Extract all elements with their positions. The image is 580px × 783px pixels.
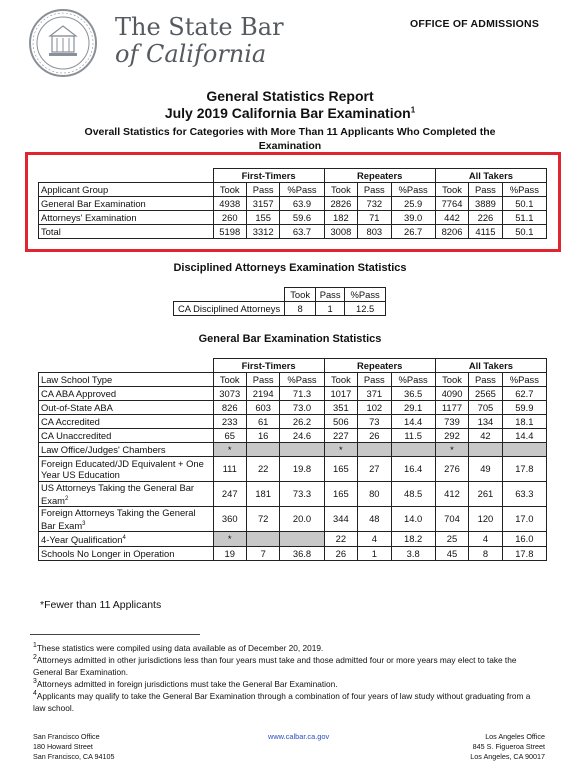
table-cell: 7 [246, 547, 279, 561]
table-cell: 18.1 [502, 415, 546, 429]
group-header: All Takers [435, 359, 546, 373]
table-cell: 1177 [435, 401, 468, 415]
table-cell: 19.8 [280, 457, 324, 482]
row-label: CA Disciplined Attorneys [174, 302, 285, 316]
column-header: Applicant Group [39, 183, 214, 197]
report-subtitle: July 2019 California Bar Examination$^1$ [164, 105, 416, 121]
column-header: %Pass [391, 373, 435, 387]
table-cell: 165 [324, 457, 357, 482]
table-cell: 412 [435, 482, 468, 507]
table-cell: 16.4 [391, 457, 435, 482]
table-cell: 62.7 [502, 387, 546, 401]
table-cell: 4115 [469, 225, 502, 239]
table-row [39, 443, 547, 457]
column-header: %Pass [502, 183, 546, 197]
row-label: Foreign Educated/JD Equivalent + One Year US Education [39, 457, 214, 482]
table-cell: 39.0 [391, 211, 435, 225]
table-cell: 73 [358, 415, 391, 429]
table-cell: 12.5 [345, 302, 386, 316]
table-cell: 3889 [469, 197, 502, 211]
table-cell: 27 [358, 457, 391, 482]
table-cell: 1 [316, 302, 345, 316]
table-cell: 102 [358, 401, 391, 415]
table-cell: 71 [358, 211, 391, 225]
group-header: First-Timers [213, 359, 324, 373]
table-cell [358, 443, 391, 457]
column-header: Pass [358, 373, 391, 387]
table-cell: 4090 [435, 387, 468, 401]
table-cell: 63.3 [502, 482, 546, 507]
table-cell: 50.1 [502, 197, 546, 211]
row-label: CA Accredited [39, 415, 214, 429]
column-header: %Pass [280, 373, 324, 387]
general-heading: General Bar Examination Statistics [198, 333, 382, 345]
table-row [39, 457, 547, 482]
table-cell: 59.6 [280, 211, 324, 225]
table-cell [280, 443, 324, 457]
table-cell: 247 [213, 482, 246, 507]
table-cell: 227 [324, 429, 357, 443]
table-cell: 442 [435, 211, 468, 225]
table-cell: 22 [324, 532, 357, 547]
table-cell: 705 [469, 401, 502, 415]
table-group-row [39, 359, 547, 373]
table-cell: 73.0 [280, 401, 324, 415]
disciplined-table [173, 287, 386, 316]
row-label: Attorneys' Examination [39, 211, 214, 225]
table-cell [246, 443, 279, 457]
table-cell: 16.0 [502, 532, 546, 547]
row-label: US Attorneys Taking the General Bar Exam$^2$ [39, 482, 214, 507]
table-cell: 8206 [435, 225, 468, 239]
column-header: Took [435, 373, 468, 387]
table-cell: 50.1 [502, 225, 546, 239]
row-label: Law Office/Judges' Chambers [39, 443, 214, 457]
table-row [39, 415, 547, 429]
column-header: %Pass [280, 183, 324, 197]
table-row [39, 401, 547, 415]
table-row [174, 302, 386, 316]
table-cell: 11.5 [391, 429, 435, 443]
table-cell: 26.7 [391, 225, 435, 239]
table-cell: 111 [213, 457, 246, 482]
table-cell: 7764 [435, 197, 468, 211]
sf-office-address: San Francisco Office 180 Howard Street San Francisco, CA 94105 [33, 732, 115, 761]
group-header: Repeaters [324, 359, 435, 373]
report-title: General Statistics Report [206, 88, 374, 104]
table-cell [246, 532, 279, 547]
table-cell: 49 [469, 457, 502, 482]
group-header: All Takers [435, 169, 546, 183]
table-cell: 261 [469, 482, 502, 507]
column-header: Took [324, 373, 357, 387]
table-cell: 260 [213, 211, 246, 225]
row-label: Foreign Attorneys Taking the General Bar Exam$^3$ [39, 507, 214, 532]
table-cell: 165 [324, 482, 357, 507]
table-cell: 48.5 [391, 482, 435, 507]
table-cell: 226 [469, 211, 502, 225]
table-cell: 8 [469, 547, 502, 561]
table-cell: 17.8 [502, 547, 546, 561]
table-cell [391, 443, 435, 457]
table-cell: 51.1 [502, 211, 546, 225]
footnote-1: $^1$These statistics were compiled using data available as of December 20, 2019. [33, 642, 324, 653]
row-label: Total [39, 225, 214, 239]
table-cell: 73.3 [280, 482, 324, 507]
table-cell: 72 [246, 507, 279, 532]
table-row [39, 482, 547, 507]
column-header: Took [324, 183, 357, 197]
table-cell: 292 [435, 429, 468, 443]
table-cell: 36.8 [280, 547, 324, 561]
table-cell: 3073 [213, 387, 246, 401]
table-cell: 71.3 [280, 387, 324, 401]
row-label: Out-of-State ABA [39, 401, 214, 415]
table-cell: 803 [358, 225, 391, 239]
table-cell: 14.0 [391, 507, 435, 532]
table-cell: * [435, 443, 468, 457]
table-cell: * [213, 532, 246, 547]
table-row [39, 532, 547, 547]
column-header: Pass [469, 183, 502, 197]
table-cell: 233 [213, 415, 246, 429]
table-cell: 26 [324, 547, 357, 561]
column-header: Pass [246, 183, 279, 197]
column-header: Pass [246, 373, 279, 387]
table-cell: 63.7 [280, 225, 324, 239]
table-cell: 120 [469, 507, 502, 532]
office-label: OFFICE OF ADMISSIONS [410, 18, 540, 30]
table-cell: 134 [469, 415, 502, 429]
table-cell: 181 [246, 482, 279, 507]
state-bar-seal-logo [28, 8, 98, 78]
table-cell: 2826 [324, 197, 357, 211]
table-cell: 17.0 [502, 507, 546, 532]
column-header: Pass [316, 288, 345, 302]
table-cell: 14.4 [391, 415, 435, 429]
org-name-line2: of California [115, 40, 267, 68]
table-cell: 18.2 [391, 532, 435, 547]
column-header: %Pass [391, 183, 435, 197]
table-cell: 8 [285, 302, 316, 316]
table-cell [469, 443, 502, 457]
footnote-2: $^2$Attorneys admitted in other jurisdictions less than four years must take and those admitted four or more years may elect to take the General Bar Examination. [33, 654, 517, 677]
table-cell: 63.9 [280, 197, 324, 211]
table-cell: 603 [246, 401, 279, 415]
table-cell: 360 [213, 507, 246, 532]
table-cell: 3008 [324, 225, 357, 239]
table-cell [280, 532, 324, 547]
table-cell: 506 [324, 415, 357, 429]
column-header: Law School Type [39, 373, 214, 387]
table-cell: 732 [358, 197, 391, 211]
table-cell: 1 [358, 547, 391, 561]
table-row [39, 429, 547, 443]
table-cell: 42 [469, 429, 502, 443]
table-cell: 65 [213, 429, 246, 443]
footnote-3: $^3$Attorneys admitted in foreign jurisdictions must take the General Bar Examination. [33, 678, 338, 689]
column-header: Took [285, 288, 316, 302]
website-link[interactable]: www.calbar.ca.gov [268, 732, 330, 741]
table-cell: 14.4 [502, 429, 546, 443]
table-cell: 17.8 [502, 457, 546, 482]
table-cell: 29.1 [391, 401, 435, 415]
fewer-applicants-note: *Fewer than 11 Applicants [40, 599, 162, 611]
table-cell: 20.0 [280, 507, 324, 532]
table-cell: 739 [435, 415, 468, 429]
table-cell: 26 [358, 429, 391, 443]
table-header-row [39, 373, 547, 387]
table-cell: 344 [324, 507, 357, 532]
row-label: CA ABA Approved [39, 387, 214, 401]
column-header: Took [435, 183, 468, 197]
table-cell: 182 [324, 211, 357, 225]
column-header: %Pass [345, 288, 386, 302]
column-header: %Pass [502, 373, 546, 387]
table-cell: 36.5 [391, 387, 435, 401]
table-cell: 3312 [246, 225, 279, 239]
column-header: Pass [469, 373, 502, 387]
row-label: Schools No Longer in Operation [39, 547, 214, 561]
table-cell: 2565 [469, 387, 502, 401]
table-cell: 59.9 [502, 401, 546, 415]
la-office-address: Los Angeles Office 845 S. Figueroa Street Los Angeles, CA 90017 [470, 732, 545, 761]
table-cell: 1017 [324, 387, 357, 401]
table-row [39, 507, 547, 532]
table-cell: * [213, 443, 246, 457]
table-row [39, 387, 547, 401]
column-header: Pass [358, 183, 391, 197]
row-label: 4-Year Qualification$^4$ [39, 532, 214, 547]
table-cell: * [324, 443, 357, 457]
table-cell: 3157 [246, 197, 279, 211]
table-cell: 4 [358, 532, 391, 547]
table-cell: 19 [213, 547, 246, 561]
table-cell [502, 443, 546, 457]
table-cell: 25.9 [391, 197, 435, 211]
table-cell: 16 [246, 429, 279, 443]
table-cell: 2194 [246, 387, 279, 401]
table-cell: 25 [435, 532, 468, 547]
row-label: General Bar Examination [39, 197, 214, 211]
footnote-4: $^4$Applicants may qualify to take the General Bar Examination through a combination of four years of law study without graduating from a law school. [33, 690, 531, 713]
group-header: First-Timers [213, 169, 324, 183]
table-cell: 26.2 [280, 415, 324, 429]
general-bar-statistics-table [38, 358, 547, 561]
table-cell: 45 [435, 547, 468, 561]
table-cell: 61 [246, 415, 279, 429]
row-label: CA Unaccredited [39, 429, 214, 443]
table-cell: 826 [213, 401, 246, 415]
overall-heading: Overall Statistics for Categories with More Than 11 Applicants Who Completed the Examination [84, 126, 496, 152]
table-cell: 80 [358, 482, 391, 507]
column-header: Took [213, 183, 246, 197]
table-row [39, 547, 547, 561]
table-cell: 48 [358, 507, 391, 532]
table-cell: 155 [246, 211, 279, 225]
highlight-box [25, 152, 561, 252]
table-header-row [174, 288, 386, 302]
table-cell: 276 [435, 457, 468, 482]
table-cell: 3.8 [391, 547, 435, 561]
table-cell: 4 [469, 532, 502, 547]
table-cell: 351 [324, 401, 357, 415]
group-header: Repeaters [324, 169, 435, 183]
org-name-line1: The State Bar [115, 13, 284, 41]
table-cell: 24.6 [280, 429, 324, 443]
table-cell: 22 [246, 457, 279, 482]
disciplined-heading: Disciplined Attorneys Examination Statistics [173, 262, 407, 274]
subtitle-footnote-ref: 1 [410, 105, 416, 115]
table-cell: 371 [358, 387, 391, 401]
table-cell: 704 [435, 507, 468, 532]
table-cell: 5198 [213, 225, 246, 239]
table-cell: 4938 [213, 197, 246, 211]
footnote-divider [30, 634, 200, 635]
column-header: Took [213, 373, 246, 387]
